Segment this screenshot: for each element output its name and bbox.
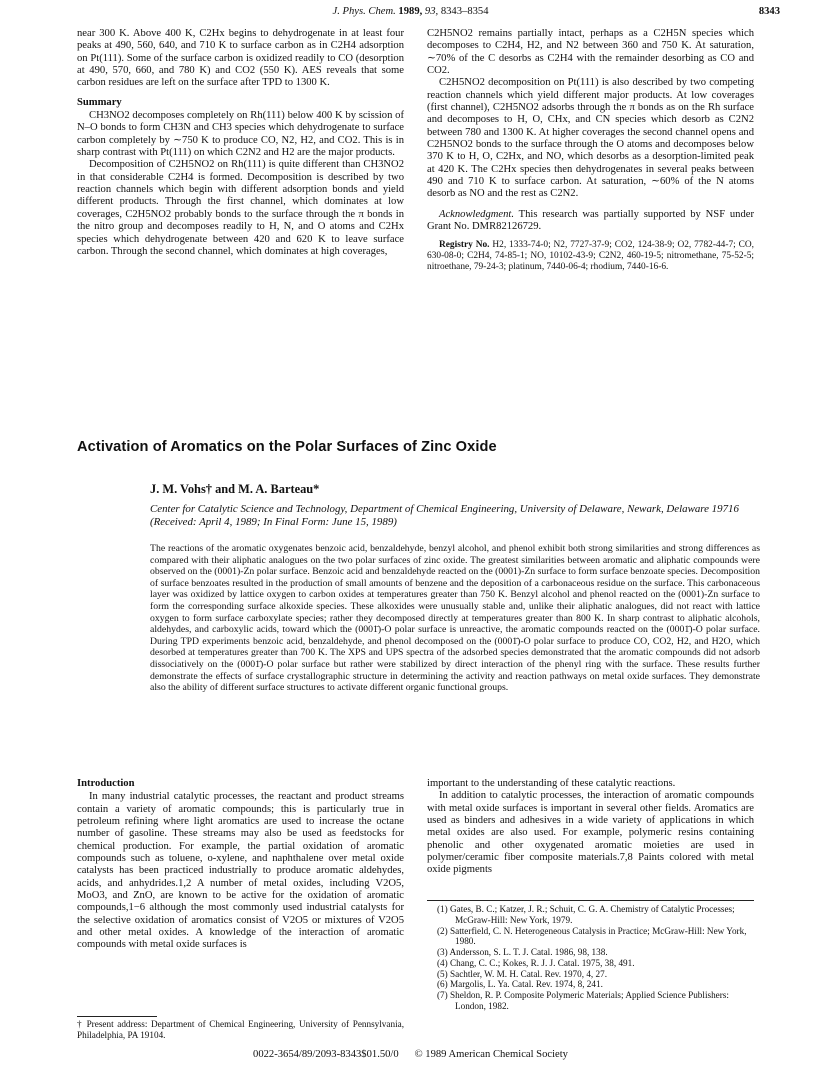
paragraph: Decomposition of C2H5NO2 on Rh(111) is quite different than CH3NO2 in that considerable C2H4 is formed. Decomposition is described by two reaction channels which begin with different adsorption bonds and yield different products. Through the first channel, which dominates at low coverages, C2H5NO2 probably bonds to the surface through the π bonds in the nitro group and decomposes readily to H, N, and O atoms and C2Hx species which dehydrogenate between 420 and 620 K to leave surface carbon. Through the second channel, which dominates at high coverages, — [77, 159, 404, 257]
journal-volume: 93, — [424, 6, 439, 17]
paragraph: In many industrial catalytic processes, the reactant and product streams contain a variety of aromatic compounds; this is particularly true in petroleum refining where light aromatics are used to increase the octane number of gasoline. These streams may also be used as feedstocks for chemical production. For example, the partial oxidation of aromatic compounds such as toluene, o-xylene, and naphthalene over metal oxide catalysts has been practiced industrially to produce aromatic aldehydes, acids, and anhydrides.1,2 A number of metal oxides, including V2O5, MoO3, and ZnO, are known to be active for the oxidation of aromatic compounds,1−6 although the most commonly used industrial catalysts for the selective oxidation of aromatics consist of V2O5 or mixtures of V2O5 and other metal oxides. A knowledge of the interaction of aromatic compounds with metal oxide surfaces is — [77, 791, 404, 951]
author-footnote: † Present address: Department of Chemical Engineering, University of Pennsylvania, Philadelphia, PA 19104. — [77, 1019, 404, 1040]
page-number: 8343 — [758, 6, 780, 17]
footer-code: 0022-3654/89/2093-8343$01.50/0 — [253, 1049, 399, 1060]
references-list — [427, 904, 754, 1012]
registry-numbers — [427, 240, 754, 274]
paragraph: CH3NO2 decomposes completely on Rh(111) below 400 K by scission of N–O bonds to form CH3N and CH3 species which dehydrogenate to surface carbon completely by ∼750 K to produce CO, N2, H2, and CO2. This is in sharp contrast with Pt(111) on which C2N2 and H2 are the major products. — [77, 110, 404, 159]
paragraph: C2H5NO2 remains partially intact, perhaps as a C2H5N species which decomposes to C2H4, H2, and N2 between 360 and 750 K. At saturation, ∼70% of the C desorbs as C2H4 with the remainder desorbing as CO and CO2. — [427, 28, 754, 77]
introduction-left-column — [77, 778, 404, 952]
paragraph: In addition to catalytic processes, the interaction of aromatic compounds with metal oxide surfaces is important in several other fields. Aromatics are used as binders and adhesives in a wide variety of applications in which metal oxides are also used. For example, polymeric resins containing phenolic and other oxygenated aromatic moieties are used in polymer/ceramic fiber composite materials.7,8 Paints colored with metal oxide pigments — [427, 790, 754, 876]
paragraph: C2H5NO2 decomposition on Pt(111) is also described by two competing reaction channels which yield different major products. At low coverages (first channel), C2H5NO2 adsorbs through the π bonds as on the Rh surface and decomposes to H, O, CHx, and CN species which desorb as C2N2 between 780 and 1300 K. At higher coverages the second channel opens and C2H5NO2 bonds to the surface through the O atoms and decomposes below 370 K to H, O, C2Hx, and NO, which desorbs as a desorption-limited peak at 420 K. The C2Hx species then dehydrogenates in several peaks between 490 and 710 K to surface carbon. At saturation, ∼60% of the N atoms desorb as NO and the rest as C2N2. — [427, 77, 754, 200]
journal-pages: 8343–8354 — [440, 6, 489, 17]
article-authors: J. M. Vohs† and M. A. Barteau* — [150, 482, 320, 496]
article-abstract: The reactions of the aromatic oxygenates benzoic acid, benzaldehyde, benzyl alcohol, and phenol exhibit both strong similarities and strong differences as compared with their aliphatic analogues on the two polar surfaces of zinc oxide. The greatest similarities between aromatic and aliphatic compounds were observed on the (0001)-Zn polar surface. Benzoic acid and benzaldehyde reacted on the (0001)-Zn surface to form surface benzoate species. Decomposition of surface benzoates resulted in the production of small amounts of benzene and the deposition of a carbonaceous residue on the surface. This carbonaceous layer was oxidized by lattice oxygen to carbon oxides at temperatures greater than 750 K. Benzyl alcohol and phenol reacted on the (0001)-Zn surface to form the corresponding surface alkoxide species. These alkoxides were unusually stable and, unlike their aliphatic analogues, did not react with lattice oxygen to form surface carboxylate species; rather they decomposed directly at temperatures greater than 800 K. In sharp contrast to aliphatic alcohols, aldehydes, and carboxylic acids, toward which the (0001̄)-O polar surface is unreactive, the aromatic compounds reacted on the (0001̄)-O polar surface. During TPD experiments benzoic acid, benzaldehyde, and phenol decomposed on the (0001̄)-O polar surface to produce CO, CO2, H2, and H2O, which desorbed at temperatures greater than 700 K. The XPS and UPS spectra of the adsorbed species demonstrated that the aromatic compounds did not adsorb dissociatively on the (0001̄)-O polar surface but rather were stabilized by direct interaction of the phenyl ring with the surface. These results further demonstrate the effects of surface crystallographic structure in determining the activity and reaction pathways on metal oxide surfaces. They demonstrate also the ability of different surface structures to activate different organic functional groups. — [150, 543, 760, 694]
acknowledgment — [427, 209, 754, 234]
introduction-right-column — [427, 778, 754, 877]
registry-label: Registry No. — [439, 239, 490, 250]
references-rule — [427, 900, 754, 901]
acknowledgment-label: Acknowledgment. — [439, 208, 515, 220]
summary-heading: Summary — [77, 96, 122, 108]
journal-name: J. Phys. Chem. — [332, 6, 396, 17]
reference-item: (1) Gates, B. C.; Katzer, J. R.; Schuit, C. G. A. Chemistry of Catalytic Processes; McGraw-Hill: New York, 1979. — [437, 904, 735, 925]
reference-item: (7) Sheldon, R. P. Composite Polymeric Materials; Applied Science Publishers: London, 1982. — [437, 990, 729, 1011]
reference-item: (3) Andersson, S. L. T. J. Catal. 1986, 98, 138. — [437, 947, 608, 957]
previous-article-right-column — [427, 28, 754, 273]
journal-year: 1989, — [398, 6, 423, 17]
paragraph: important to the understanding of these catalytic reactions. — [427, 778, 676, 789]
paragraph: near 300 K. Above 400 K, C2Hx begins to dehydrogenate in at least four peaks at 490, 560, 640, and 710 K to surface carbon as in C2H4 adsorption on Pt(111). Some of the surface carbon is oxidized readily to CO (desorption at 490, 570, 660, and 780 K) and CO2 (550 K). AES reveals that some carbon residues are left on the surface after TPD to 1300 K. — [77, 28, 404, 89]
registry-text: H2, 1333-74-0; N2, 7727-37-9; CO2, 124-38-9; O2, 7782-44-7; CO, 630-08-0; C2H4, 74-85-1; NO, 10102-43-9; C2N2, 460-19-5; nitromethane, 75-52-5; nitroethane, 79-24-3; platinum, 7440-06-4; rhodium, 7440-16-6. — [427, 239, 754, 272]
running-header — [0, 6, 821, 17]
reference-item: (2) Satterfield, C. N. Heterogeneous Catalysis in Practice; McGraw-Hill: New York, 1980. — [437, 925, 747, 947]
introduction-heading: Introduction — [77, 778, 135, 789]
article-affiliation: Center for Catalytic Science and Technology, Department of Chemical Engineering, University of Delaware, Newark, Delaware 19716 (Received: April 4, 1989; In Final Form: June 15, 1989) — [150, 503, 739, 528]
footnote-rule — [77, 1016, 157, 1017]
reference-item: (4) Chang, C. C.; Kokes, R. J. J. Catal. 1975, 38, 491. — [437, 957, 635, 968]
article-title: Activation of Aromatics on the Polar Surfaces of Zinc Oxide — [77, 439, 497, 455]
footer-copyright: © 1989 American Chemical Society — [414, 1049, 568, 1060]
previous-article-left-column — [77, 28, 404, 258]
page-footer — [0, 1049, 821, 1060]
acknowledgment-text: This research was partially supported by NSF under Grant No. DMR82126729. — [427, 208, 754, 233]
reference-item: (5) Sachtler, W. M. H. Catal. Rev. 1970, 4, 27. — [437, 968, 608, 979]
reference-item: (6) Margolis, L. Ya. Catal. Rev. 1974, 8, 241. — [437, 979, 603, 990]
